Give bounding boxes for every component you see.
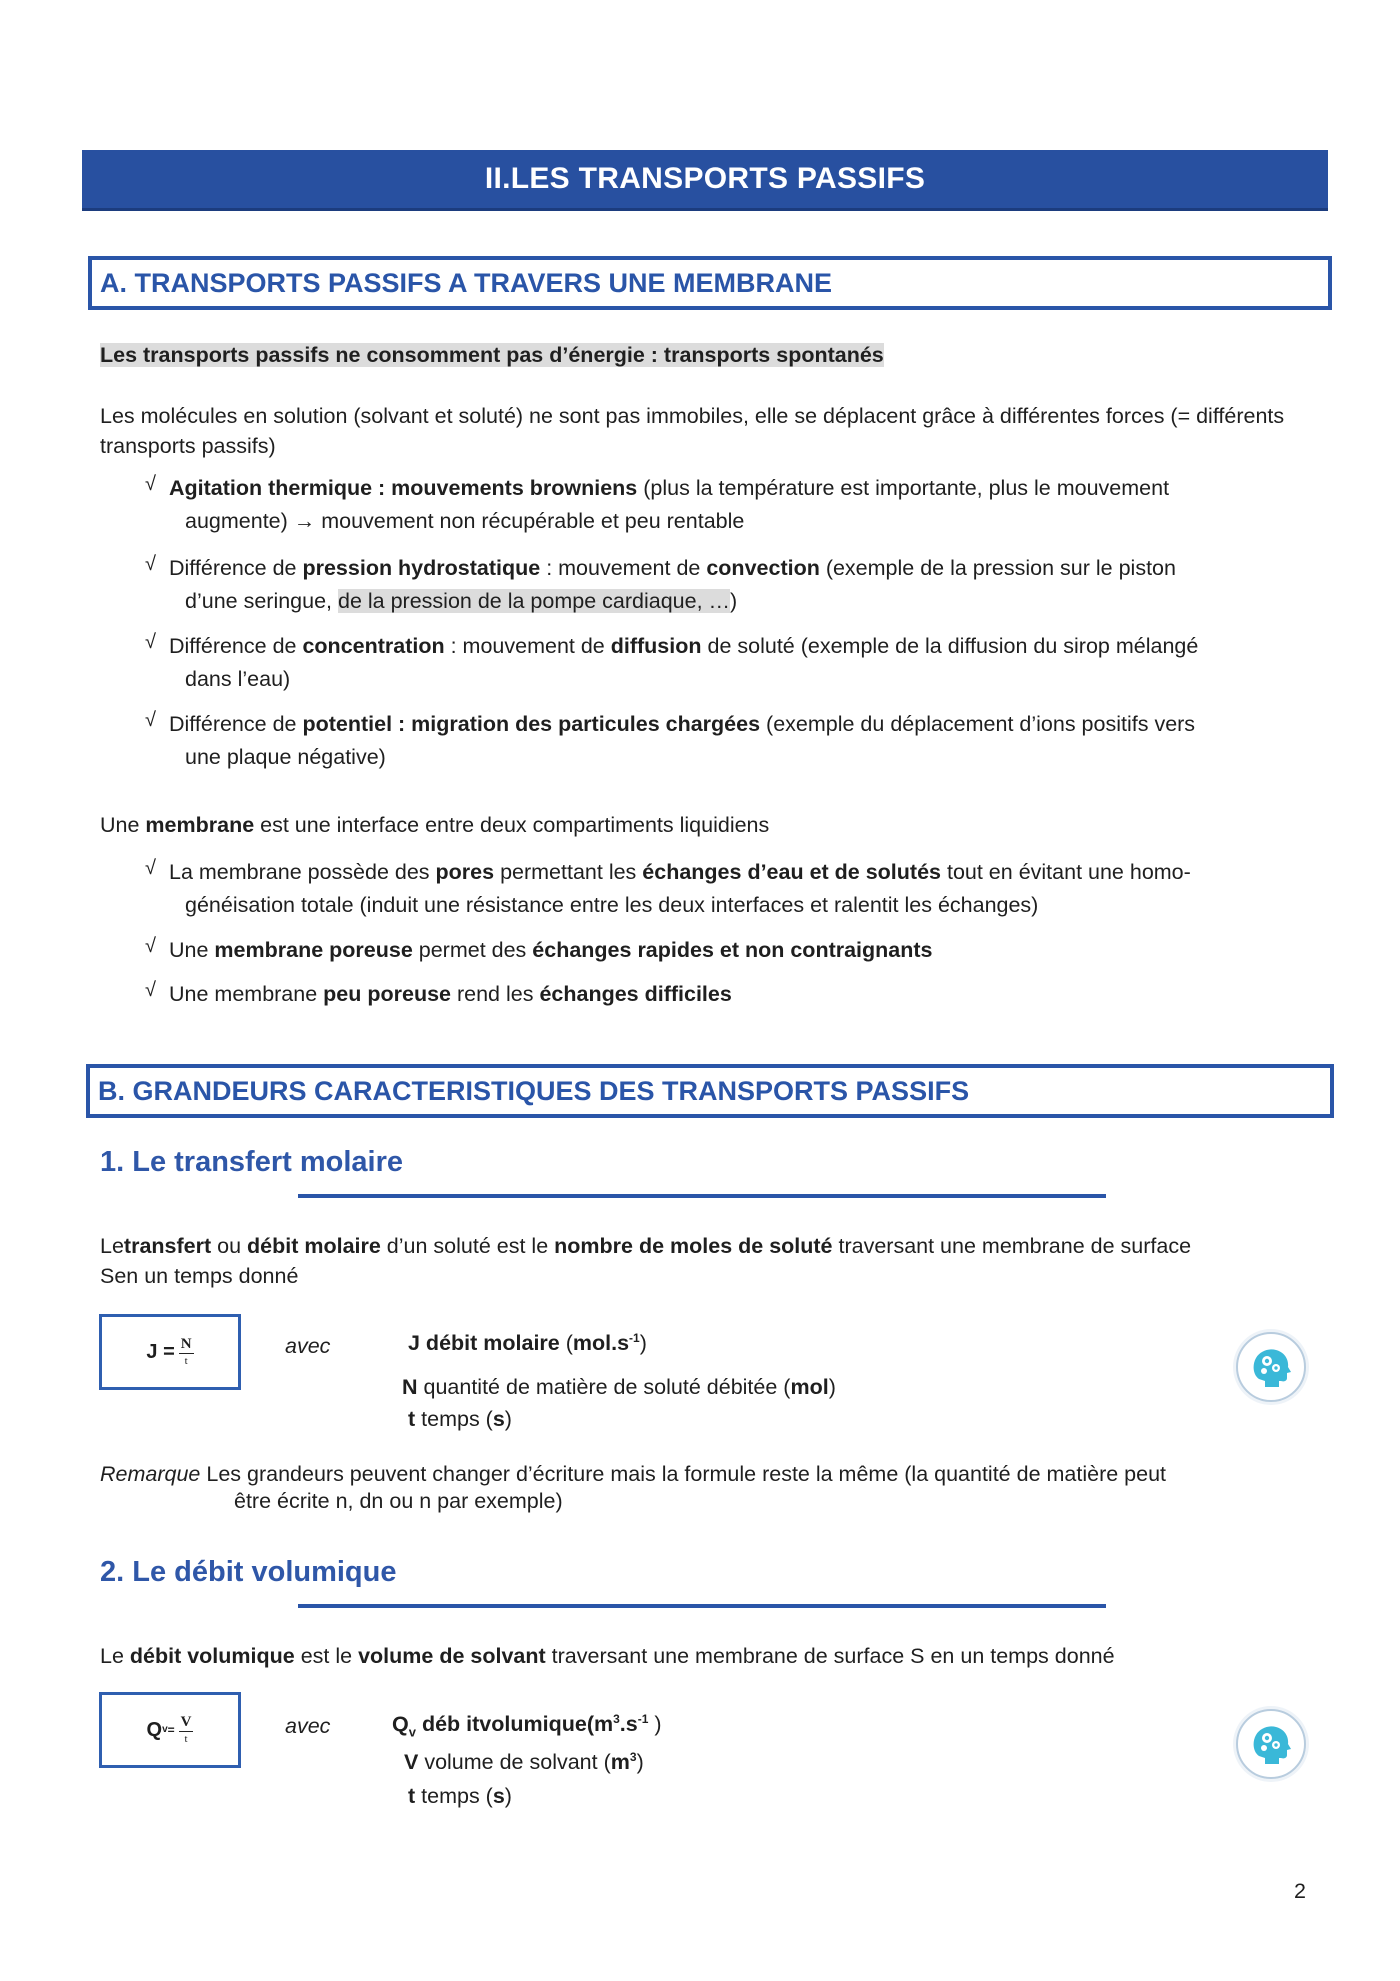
heading-underline xyxy=(298,1604,1106,1608)
formula-box-molaire: J = $\frac{N}{t}$ xyxy=(99,1314,241,1390)
list-item: √ Agitation thermique : mouvements browniens (plus la température est importante, plus le mouvement augmente) → mouvement non récupérable et peu rentable xyxy=(145,472,1315,538)
section-a-header xyxy=(88,256,1332,310)
list-item: √ Une membrane poreuse permet des échanges rapides et non contraignants xyxy=(145,934,1315,967)
brain-gears-icon xyxy=(1236,1332,1306,1402)
definition-J: J débit molaire $(mol.s^{-1})$ xyxy=(408,1330,647,1355)
volumique-definition: Le débit volumique est le volume de solvant traversant une membrane de surface S en un temps donné xyxy=(100,1644,1115,1668)
definition-t: t temps (s) xyxy=(408,1407,512,1431)
subsection-heading-volumique: 2. Le débit volumique xyxy=(100,1556,397,1588)
molaire-definition: Letransfert ou débit molaire d’un soluté est le nombre de moles de soluté traversant une membrane de surface Sen un temps donné xyxy=(100,1234,1192,1288)
section-b-title: B. GRANDEURS CARACTERISTIQUES DES TRANSPORTS PASSIFS xyxy=(98,1075,970,1106)
membrane-intro: Une membrane est une interface entre deux compartiments liquidiens xyxy=(100,813,770,837)
list-item: √ Différence de potentiel : migration des particules chargées (exemple du déplacement d’ions positifs vers une plaque négative) xyxy=(145,708,1315,774)
subsection-heading-molaire: 1. Le transfert molaire xyxy=(100,1146,403,1178)
list-item: √ Différence de pression hydrostatique : mouvement de convection (exemple de la pression sur le piston d’une seringue, de la pression de la pompe cardiaque, …) xyxy=(145,552,1315,618)
check-icon: √ xyxy=(145,473,156,495)
definition-V: V volume de solvant $(m^3)$ xyxy=(404,1749,644,1774)
section-b-header xyxy=(86,1064,1334,1118)
formula-box-volumique: Q v = $\frac{V}{t}$ xyxy=(99,1692,241,1768)
check-icon: √ xyxy=(145,979,156,1001)
section-a-title: A. TRANSPORTS PASSIFS A TRAVERS UNE MEMBRANE xyxy=(100,267,833,298)
check-icon: √ xyxy=(145,857,156,879)
chapter-title: II.LES TRANSPORTS PASSIFS xyxy=(484,162,926,195)
check-icon: √ xyxy=(145,553,156,575)
list-item: √ La membrane possède des pores permettant les échanges d’eau et de solutés tout en évitant une homo- généisation totale (induit une résistance entre les deux interfaces et ralentit les échanges) xyxy=(145,856,1315,922)
avec-label: avec xyxy=(285,1714,331,1738)
check-icon: √ xyxy=(145,631,156,653)
check-icon: √ xyxy=(145,709,156,731)
remark: Remarque Les grandeurs peuvent changer d’écriture mais la formule reste la même (la quantité de matière peut être écrite n, dn ou n par exemple) xyxy=(100,1462,1167,1513)
lead-sentence: Les transports passifs ne consomment pas d’énergie : transports spontanés xyxy=(100,343,884,367)
list-item: √ Une membrane peu poreuse rend les échanges difficiles xyxy=(145,978,1315,1011)
brain-gears-icon xyxy=(1236,1709,1306,1779)
page-number: 2 xyxy=(1294,1879,1306,1903)
definition-t: t temps (s) xyxy=(408,1784,512,1808)
list-item: √ Différence de concentration : mouvement de diffusion de soluté (exemple de la diffusion du sirop mélangé dans l’eau) xyxy=(145,630,1315,696)
definition-Qv: $Q_v$ déb $itvolumique(m^3.s^{-1}$ ) xyxy=(392,1711,662,1740)
definition-N: N quantité de matière de soluté débitée (mol) xyxy=(402,1375,836,1399)
chapter-banner xyxy=(82,150,1328,208)
check-icon: √ xyxy=(145,935,156,957)
avec-label: avec xyxy=(285,1334,331,1358)
intro-paragraph: Les molécules en solution (solvant et soluté) ne sont pas immobiles, elle se déplacent grâce à différentes forces (= différents transports passifs) xyxy=(100,404,1285,458)
heading-underline xyxy=(298,1194,1106,1198)
